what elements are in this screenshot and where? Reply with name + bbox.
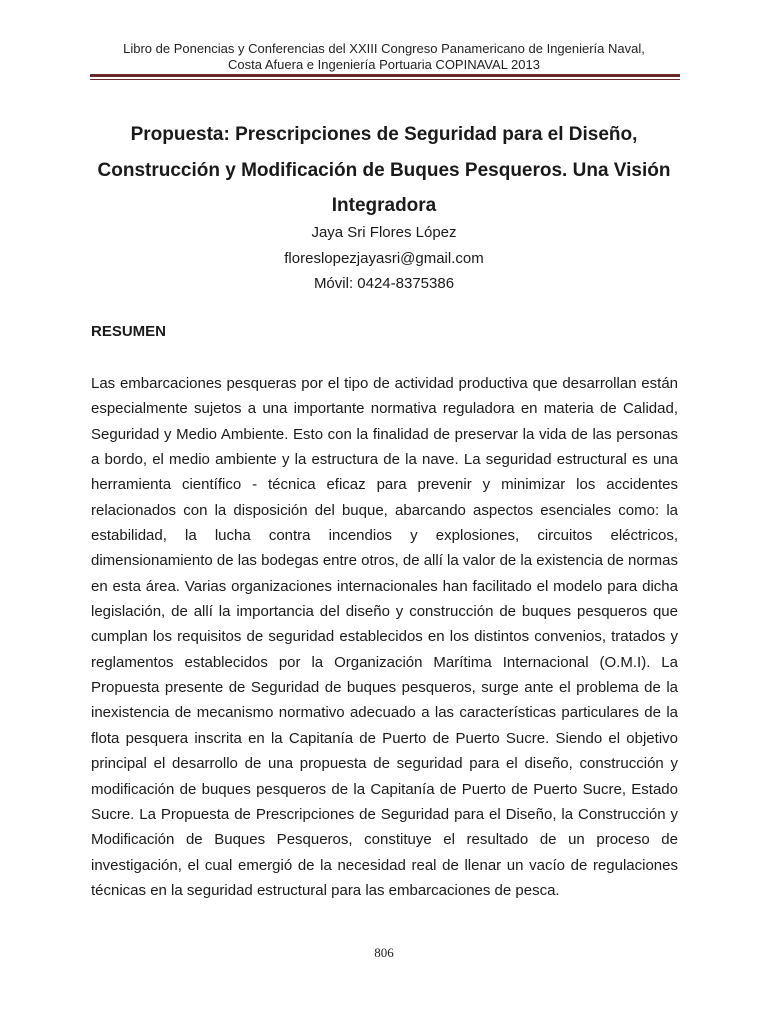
- running-header-line-2: Costa Afuera e Ingeniería Portuaria COPINAVAL 2013: [228, 57, 540, 72]
- page-number: 806: [374, 945, 394, 960]
- abstract-heading: RESUMEN: [91, 323, 167, 340]
- running-header-line-1: Libro de Ponencias y Conferencias del XXIII Congreso Panamericano de Ingeniería Naval,: [123, 41, 645, 56]
- author-block: [90, 220, 678, 297]
- running-header: [60, 41, 708, 73]
- header-rule-thin: [90, 79, 680, 80]
- paper-title: Propuesta: Prescripciones de Seguridad para el Diseño, Construcción y Modificación de Buques Pesqueros. Una Visión Integradora: [97, 124, 671, 216]
- author-phone: Móvil: 0424-8375386: [313, 275, 455, 292]
- header-rule-thick: [90, 74, 680, 77]
- author-email: floreslopezjayasri@gmail.com: [284, 249, 484, 267]
- author-name: Jaya Sri Flores López: [311, 224, 457, 241]
- abstract-body: Las embarcaciones pesqueras por el tipo de actividad productiva que desarrollan están especialmente sujetos a una importante normativa reguladora en materia de Calidad, Seguridad y Medio Ambiente. Esto con la finalidad de preservar la vida de las personas a bordo, el medio ambiente y la estructura de la nave. La seguridad estructural es una herramienta científico - técnica eficaz para prevenir y minimizar los accidentes relacionados con la disposición del buque, abarcando aspectos esenciales como: la estabilidad, la lucha contra incendios y explosiones, circuitos eléctricos, dimensionamiento de las bodegas entre otros, de allí la valor de la existencia de normas en esta área. Varias organizaciones internacionales han facilitado el modelo para dicha legislación, de allí la importancia del diseño y construcción de buques pesqueros que cumplan los requisitos de seguridad establecidos en los distintos convenios, tratados y reglamentos establecidos por la Organización Marítima Internacional (O.M.I). La Propuesta presente de Seguridad de buques pesqueros, surge ante el problema de la inexistencia de mecanismo normativo adecuado a las características particulares de la flota pesquera inscrita en la Capitanía de Puerto de Puerto Sucre. Siendo el objetivo principal el desarrollo de una propuesta de seguridad para el diseño, construcción y modificación de buques pesqueros de la Capitanía de Puerto de Puerto Sucre, Estado Sucre. La Propuesta de Prescripciones de Seguridad para el Diseño, la Construcción y Modificación de Buques Pesqueros, constituye el resultado de un proceso de investigación, el cual emergió de la necesidad real de llenar un vacío de regulaciones técnicas en la seguridad estructural para las embarcaciones de pesca.: [91, 375, 679, 899]
